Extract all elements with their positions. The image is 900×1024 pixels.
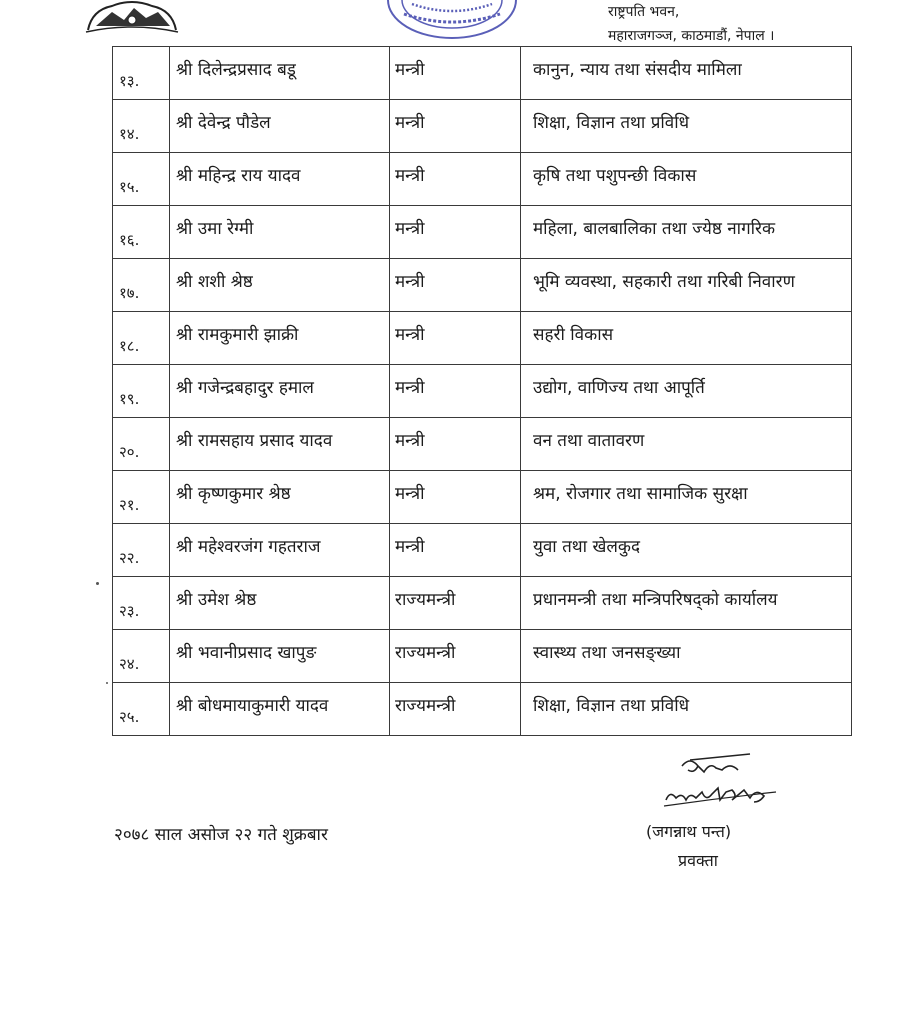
signatory-title: प्रवक्ता [678, 851, 718, 870]
ministry-name: सहरी विकास [533, 325, 614, 345]
minister-name-cell [170, 471, 390, 524]
handwritten-signature-icon [660, 752, 780, 812]
ministry-name: वन तथा वातावरण [533, 431, 645, 451]
minister-name: श्री शशी श्रेष्ठ [176, 272, 253, 292]
table-row [113, 577, 852, 630]
table-row [113, 524, 852, 577]
minister-role-cell [390, 47, 521, 100]
minister-role: राज्यमन्त्री [395, 643, 456, 663]
minister-role: मन्त्री [395, 113, 425, 133]
minister-role: मन्त्री [395, 325, 425, 345]
minister-role: राज्यमन्त्री [395, 696, 456, 716]
minister-name-cell [170, 365, 390, 418]
row-number-cell [113, 471, 170, 524]
minister-name-cell [170, 312, 390, 365]
ministry-name: महिला, बालबालिका तथा ज्येष्ठ नागरिक [533, 219, 776, 239]
ministry-name-cell [521, 100, 852, 153]
ministry-name-cell [521, 471, 852, 524]
row-number: १५. [119, 178, 140, 196]
minister-name-cell [170, 418, 390, 471]
row-number: १७. [119, 284, 140, 302]
minister-name-cell [170, 259, 390, 312]
minister-role-cell [390, 630, 521, 683]
minister-name-cell [170, 630, 390, 683]
minister-name: श्री भवानीप्रसाद खापुङ [176, 643, 317, 663]
minister-name: श्री बोधमायाकुमारी यादव [176, 696, 329, 716]
minister-role: मन्त्री [395, 431, 425, 451]
minister-role: मन्त्री [395, 537, 425, 557]
issue-date: २०७८ साल असोज २२ गते शुक्रबार [114, 825, 328, 845]
row-number-cell [113, 100, 170, 153]
ministry-name-cell [521, 365, 852, 418]
row-number: १६. [119, 231, 140, 249]
minister-name: श्री उमा रेग्मी [176, 219, 254, 239]
ministry-name-cell [521, 418, 852, 471]
minister-name: श्री महेश्वरजंग गहतराज [176, 537, 321, 557]
minister-name: श्री महिन्द्र राय यादव [176, 166, 301, 186]
row-number: २४. [119, 655, 140, 673]
minister-name: श्री रामसहाय प्रसाद यादव [176, 431, 333, 451]
ministry-name: युवा तथा खेलकुद [533, 537, 640, 557]
ministry-name: भूमि व्यवस्था, सहकारी तथा गरिबी निवारण [533, 272, 795, 292]
ministry-name: उद्योग, वाणिज्य तथा आपूर्ति [533, 378, 705, 398]
minister-role: मन्त्री [395, 219, 425, 239]
row-number-cell [113, 259, 170, 312]
row-number-cell [113, 153, 170, 206]
row-number: २१. [119, 496, 140, 514]
minister-role: मन्त्री [395, 166, 425, 186]
ministry-name-cell [521, 153, 852, 206]
national-emblem-icon [82, 0, 182, 34]
row-number-cell [113, 47, 170, 100]
minister-role-cell [390, 206, 521, 259]
table-row [113, 683, 852, 736]
row-number: २३. [119, 602, 140, 620]
minister-list-table [112, 46, 852, 736]
minister-name-cell [170, 683, 390, 736]
ministry-name-cell [521, 47, 852, 100]
ministry-name-cell [521, 312, 852, 365]
row-number-cell [113, 206, 170, 259]
minister-role: मन्त्री [395, 272, 425, 292]
row-number-cell [113, 577, 170, 630]
office-address [608, 0, 774, 48]
ministry-name: स्वास्थ्य तथा जनसङ्ख्या [533, 643, 681, 663]
minister-role-cell [390, 524, 521, 577]
minister-name: श्री कृष्णकुमार श्रेष्ठ [176, 484, 291, 504]
row-number: १४. [119, 125, 140, 143]
minister-role-cell [390, 259, 521, 312]
ministry-name: कानुन, न्याय तथा संसदीय मामिला [533, 60, 742, 80]
row-number: १८. [119, 337, 140, 355]
table-row [113, 471, 852, 524]
minister-role-cell [390, 312, 521, 365]
ministry-name-cell [521, 683, 852, 736]
address-line-2: महाराजगञ्ज, काठमाडौं, नेपाल । [608, 28, 775, 44]
minister-name-cell [170, 47, 390, 100]
table-row [113, 47, 852, 100]
ministry-name: श्रम, रोजगार तथा सामाजिक सुरक्षा [533, 484, 748, 504]
ministry-name-cell [521, 524, 852, 577]
ministry-name-cell [521, 577, 852, 630]
row-number: २०. [119, 443, 140, 461]
row-number-cell [113, 418, 170, 471]
minister-name-cell [170, 100, 390, 153]
row-number-cell [113, 524, 170, 577]
table-row [113, 153, 852, 206]
minister-role-cell [390, 577, 521, 630]
minister-name: श्री दिलेन्द्रप्रसाद बडू [176, 60, 296, 80]
ministry-name: प्रधानमन्त्री तथा मन्त्रिपरिषद्को कार्यालय [533, 590, 778, 610]
minister-role-cell [390, 683, 521, 736]
row-number: १९. [119, 390, 140, 408]
minister-role-cell [390, 471, 521, 524]
table-row [113, 418, 852, 471]
table-row [113, 100, 852, 153]
table-row [113, 630, 852, 683]
minister-role-cell [390, 365, 521, 418]
ministry-name-cell [521, 630, 852, 683]
minister-name: श्री गजेन्द्रबहादुर हमाल [176, 378, 314, 398]
row-number: २२. [119, 549, 140, 567]
minister-name-cell [170, 524, 390, 577]
table-row [113, 312, 852, 365]
minister-role: मन्त्री [395, 378, 425, 398]
minister-name-cell [170, 577, 390, 630]
minister-name-cell [170, 153, 390, 206]
minister-role: राज्यमन्त्री [395, 590, 456, 610]
table-row [113, 259, 852, 312]
row-number-cell [113, 312, 170, 365]
minister-role: मन्त्री [395, 484, 425, 504]
minister-name-cell [170, 206, 390, 259]
ministry-name: शिक्षा, विज्ञान तथा प्रविधि [533, 113, 690, 133]
minister-role-cell [390, 100, 521, 153]
address-line-1: राष्ट्रपति भवन, [608, 4, 680, 20]
row-number-cell [113, 365, 170, 418]
ministry-name-cell [521, 206, 852, 259]
signatory-name: (जगन्नाथ पन्त) [646, 822, 732, 841]
row-number-cell [113, 683, 170, 736]
minister-name: श्री देवेन्द्र पौडेल [176, 113, 271, 133]
row-number: १३. [119, 72, 140, 90]
table-row [113, 365, 852, 418]
row-number: २५. [119, 708, 140, 726]
minister-role-cell [390, 153, 521, 206]
scan-speck [106, 682, 108, 684]
minister-role-cell [390, 418, 521, 471]
scan-speck [96, 582, 99, 585]
row-number-cell [113, 630, 170, 683]
office-stamp-icon [382, 0, 522, 40]
minister-name: श्री रामकुमारी झाक्री [176, 325, 299, 345]
table-row [113, 206, 852, 259]
minister-role: मन्त्री [395, 60, 425, 80]
ministry-name: शिक्षा, विज्ञान तथा प्रविधि [533, 696, 690, 716]
ministry-name: कृषि तथा पशुपन्छी विकास [533, 166, 697, 186]
minister-name: श्री उमेश श्रेष्ठ [176, 590, 257, 610]
ministry-name-cell [521, 259, 852, 312]
